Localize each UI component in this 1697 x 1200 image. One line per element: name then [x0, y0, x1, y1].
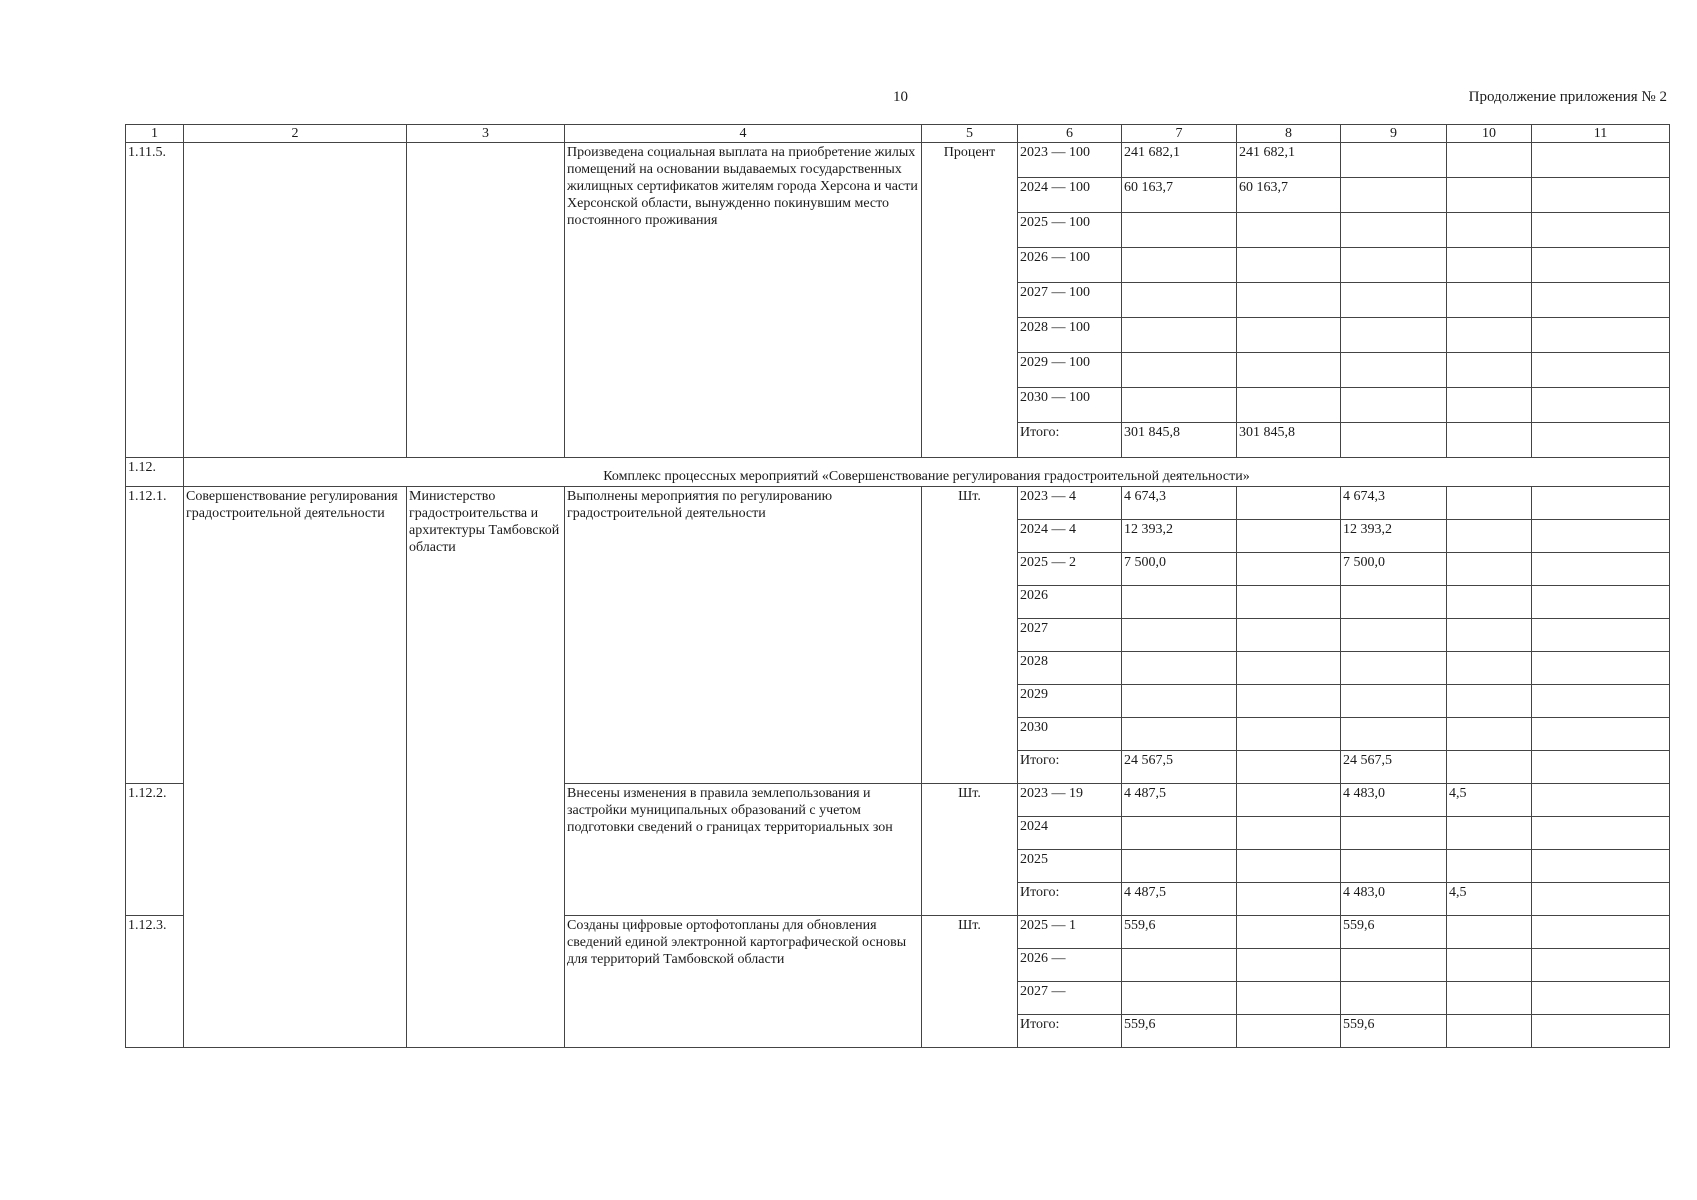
amount-col11-cell — [1532, 619, 1670, 652]
amount-col8-cell — [1237, 850, 1341, 883]
amount-col11-cell — [1532, 520, 1670, 553]
amount-col9-cell: 12 393,2 — [1341, 520, 1447, 553]
amount-col8-cell — [1237, 1015, 1341, 1048]
column-header: 9 — [1341, 125, 1447, 143]
amount-col9-cell — [1341, 817, 1447, 850]
result-description-cell: Внесены изменения в правила землепользования и застройки муниципальных образований с учетом подготовки сведений о границах территориальных зон — [565, 784, 922, 916]
amount-col7-cell: 24 567,5 — [1122, 751, 1237, 784]
amount-col9-cell — [1341, 949, 1447, 982]
amount-col8-cell — [1237, 817, 1341, 850]
year-target-cell: Итого: — [1018, 883, 1122, 916]
amount-col7-cell — [1122, 388, 1237, 423]
amount-col11-cell — [1532, 1015, 1670, 1048]
amount-col7-cell — [1122, 685, 1237, 718]
amount-col9-cell — [1341, 423, 1447, 458]
amount-col9-cell — [1341, 652, 1447, 685]
amount-col8-cell — [1237, 213, 1341, 248]
year-target-cell: 2026 — [1018, 586, 1122, 619]
amount-col11-cell — [1532, 751, 1670, 784]
year-target-cell: 2030 — [1018, 718, 1122, 751]
year-target-cell: 2024 — 4 — [1018, 520, 1122, 553]
amount-col7-cell — [1122, 982, 1237, 1015]
amount-col7-cell — [1122, 586, 1237, 619]
amount-col10-cell — [1447, 318, 1532, 353]
amount-col7-cell: 12 393,2 — [1122, 520, 1237, 553]
year-target-cell: 2024 — 100 — [1018, 178, 1122, 213]
amount-col10-cell — [1447, 850, 1532, 883]
year-target-cell: Итого: — [1018, 751, 1122, 784]
amount-col11-cell — [1532, 423, 1670, 458]
amount-col8-cell — [1237, 685, 1341, 718]
amount-col8-cell — [1237, 718, 1341, 751]
amount-col9-cell — [1341, 178, 1447, 213]
amount-col7-cell — [1122, 850, 1237, 883]
amount-col7-cell: 4 487,5 — [1122, 883, 1237, 916]
amount-col11-cell — [1532, 178, 1670, 213]
year-target-cell: 2030 — 100 — [1018, 388, 1122, 423]
amount-col11-cell — [1532, 553, 1670, 586]
amount-col10-cell — [1447, 283, 1532, 318]
amount-col10-cell — [1447, 718, 1532, 751]
column-header: 2 — [184, 125, 407, 143]
amount-col9-cell — [1341, 718, 1447, 751]
amount-col8-cell — [1237, 751, 1341, 784]
amount-col10-cell — [1447, 423, 1532, 458]
section-row — [126, 458, 1670, 487]
amount-col9-cell — [1341, 850, 1447, 883]
amount-col7-cell: 559,6 — [1122, 1015, 1237, 1048]
unit-cell: Шт. — [922, 487, 1018, 784]
amount-col10-cell — [1447, 817, 1532, 850]
year-target-cell: 2023 — 100 — [1018, 143, 1122, 178]
amount-col8-cell — [1237, 586, 1341, 619]
amount-col11-cell — [1532, 388, 1670, 423]
amount-col7-cell: 7 500,0 — [1122, 553, 1237, 586]
amount-col7-cell: 241 682,1 — [1122, 143, 1237, 178]
amount-col7-cell — [1122, 283, 1237, 318]
amount-col10-cell: 4,5 — [1447, 784, 1532, 817]
amount-col9-cell: 559,6 — [1341, 1015, 1447, 1048]
amount-col7-cell: 4 674,3 — [1122, 487, 1237, 520]
amount-col7-cell — [1122, 949, 1237, 982]
amount-col10-cell — [1447, 586, 1532, 619]
page-number: 10 — [893, 89, 908, 105]
amount-col9-cell: 559,6 — [1341, 916, 1447, 949]
amount-col11-cell — [1532, 949, 1670, 982]
amount-col7-cell — [1122, 213, 1237, 248]
column-number-row — [126, 125, 1670, 143]
amount-col9-cell — [1341, 388, 1447, 423]
item-number-cell: 1.12.3. — [126, 916, 184, 1048]
amount-col8-cell — [1237, 619, 1341, 652]
amount-col10-cell — [1447, 487, 1532, 520]
year-target-cell: 2029 — [1018, 685, 1122, 718]
amount-col11-cell — [1532, 850, 1670, 883]
amount-col8-cell — [1237, 553, 1341, 586]
measure-name-cell: Совершенствование регулирования градостроительной деятельности — [184, 487, 407, 1048]
amount-col10-cell — [1447, 520, 1532, 553]
row-group-1-12 — [126, 487, 1670, 1048]
year-target-cell: 2029 — 100 — [1018, 353, 1122, 388]
amount-col8-cell — [1237, 652, 1341, 685]
amount-col10-cell — [1447, 1015, 1532, 1048]
year-target-cell: 2026 — — [1018, 949, 1122, 982]
year-target-cell: 2025 — [1018, 850, 1122, 883]
amount-col7-cell — [1122, 248, 1237, 283]
column-header: 10 — [1447, 125, 1532, 143]
amount-col7-cell — [1122, 817, 1237, 850]
amount-col8-cell: 301 845,8 — [1237, 423, 1341, 458]
amount-col7-cell: 559,6 — [1122, 916, 1237, 949]
appendix-continuation-note: Продолжение приложения № 2 — [1468, 89, 1667, 105]
section-1-12 — [126, 458, 1670, 487]
amount-col11-cell — [1532, 685, 1670, 718]
amount-col9-cell: 4 483,0 — [1341, 883, 1447, 916]
amount-col11-cell — [1532, 213, 1670, 248]
column-header: 8 — [1237, 125, 1341, 143]
amount-col9-cell — [1341, 685, 1447, 718]
section-title: Комплекс процессных мероприятий «Совершенствование регулирования градостроительной деятельности» — [184, 458, 1670, 487]
year-target-cell: 2025 — 1 — [1018, 916, 1122, 949]
amount-col8-cell: 241 682,1 — [1237, 143, 1341, 178]
result-description-cell: Выполнены мероприятия по регулированию градостроительной деятельности — [565, 487, 922, 784]
amount-col9-cell — [1341, 619, 1447, 652]
amount-col11-cell — [1532, 283, 1670, 318]
unit-cell: Процент — [922, 143, 1018, 458]
amount-col10-cell — [1447, 949, 1532, 982]
amount-col11-cell — [1532, 883, 1670, 916]
amount-col8-cell — [1237, 353, 1341, 388]
year-target-cell: 2027 — — [1018, 982, 1122, 1015]
responsible-executor-cell: Министерство градостроительства и архитектуры Тамбовской области — [407, 487, 565, 1048]
amount-col7-cell — [1122, 619, 1237, 652]
section-number: 1.12. — [126, 458, 184, 487]
amount-col8-cell — [1237, 982, 1341, 1015]
amount-col10-cell — [1447, 619, 1532, 652]
amount-col9-cell: 7 500,0 — [1341, 553, 1447, 586]
item-number-cell: 1.12.2. — [126, 784, 184, 916]
amount-col10-cell: 4,5 — [1447, 883, 1532, 916]
amount-col11-cell — [1532, 817, 1670, 850]
column-header: 4 — [565, 125, 922, 143]
amount-col8-cell — [1237, 283, 1341, 318]
amount-col10-cell — [1447, 982, 1532, 1015]
amount-col9-cell — [1341, 982, 1447, 1015]
amount-col7-cell: 4 487,5 — [1122, 784, 1237, 817]
amount-col11-cell — [1532, 652, 1670, 685]
amount-col10-cell — [1447, 652, 1532, 685]
amount-col8-cell: 60 163,7 — [1237, 178, 1341, 213]
amount-col10-cell — [1447, 248, 1532, 283]
amount-col11-cell — [1532, 784, 1670, 817]
amount-col8-cell — [1237, 883, 1341, 916]
year-target-cell: 2028 — [1018, 652, 1122, 685]
amount-col9-cell — [1341, 586, 1447, 619]
amount-col7-cell — [1122, 353, 1237, 388]
year-target-cell: Итого: — [1018, 423, 1122, 458]
amount-col9-cell — [1341, 353, 1447, 388]
year-target-cell: Итого: — [1018, 1015, 1122, 1048]
amount-col7-cell: 301 845,8 — [1122, 423, 1237, 458]
column-header: 11 — [1532, 125, 1670, 143]
amount-col10-cell — [1447, 685, 1532, 718]
year-target-cell: 2024 — [1018, 817, 1122, 850]
amount-col8-cell — [1237, 388, 1341, 423]
amount-col9-cell: 24 567,5 — [1341, 751, 1447, 784]
item-number-cell: 1.12.1. — [126, 487, 184, 784]
amount-col10-cell — [1447, 353, 1532, 388]
amount-col9-cell — [1341, 318, 1447, 353]
amount-col8-cell — [1237, 949, 1341, 982]
amount-col11-cell — [1532, 353, 1670, 388]
amount-col10-cell — [1447, 143, 1532, 178]
amount-col7-cell — [1122, 318, 1237, 353]
financing-table — [125, 124, 1670, 1048]
year-target-cell: 2026 — 100 — [1018, 248, 1122, 283]
amount-col8-cell — [1237, 520, 1341, 553]
amount-col7-cell: 60 163,7 — [1122, 178, 1237, 213]
amount-col10-cell — [1447, 751, 1532, 784]
table-row — [126, 143, 1670, 178]
amount-col9-cell: 4 674,3 — [1341, 487, 1447, 520]
row-group-1-11-5 — [126, 143, 1670, 458]
amount-col8-cell — [1237, 248, 1341, 283]
amount-col10-cell — [1447, 388, 1532, 423]
year-target-cell: 2025 — 100 — [1018, 213, 1122, 248]
year-target-cell: 2027 — 100 — [1018, 283, 1122, 318]
amount-col7-cell — [1122, 718, 1237, 751]
table-row — [126, 487, 1670, 520]
column-header: 5 — [922, 125, 1018, 143]
amount-col11-cell — [1532, 916, 1670, 949]
amount-col10-cell — [1447, 213, 1532, 248]
amount-col11-cell — [1532, 718, 1670, 751]
amount-col11-cell — [1532, 248, 1670, 283]
year-target-cell: 2028 — 100 — [1018, 318, 1122, 353]
amount-col9-cell — [1341, 283, 1447, 318]
responsible-executor-cell — [407, 143, 565, 458]
item-number-cell: 1.11.5. — [126, 143, 184, 458]
year-target-cell: 2027 — [1018, 619, 1122, 652]
amount-col9-cell — [1341, 248, 1447, 283]
column-header: 6 — [1018, 125, 1122, 143]
amount-col11-cell — [1532, 586, 1670, 619]
amount-col10-cell — [1447, 916, 1532, 949]
result-description-cell: Произведена социальная выплата на приобретение жилых помещений на основании выдаваемых государственных жилищных сертификатов жителям города Херсона и части Херсонской области, вынужденно покинувшим место постоянного проживания — [565, 143, 922, 458]
amount-col10-cell — [1447, 553, 1532, 586]
column-header: 3 — [407, 125, 565, 143]
unit-cell: Шт. — [922, 784, 1018, 916]
amount-col7-cell — [1122, 652, 1237, 685]
amount-col8-cell — [1237, 487, 1341, 520]
amount-col8-cell — [1237, 784, 1341, 817]
year-target-cell: 2025 — 2 — [1018, 553, 1122, 586]
amount-col11-cell — [1532, 982, 1670, 1015]
amount-col11-cell — [1532, 487, 1670, 520]
amount-col9-cell — [1341, 213, 1447, 248]
column-header: 7 — [1122, 125, 1237, 143]
amount-col8-cell — [1237, 916, 1341, 949]
year-target-cell: 2023 — 19 — [1018, 784, 1122, 817]
amount-col8-cell — [1237, 318, 1341, 353]
measure-name-cell — [184, 143, 407, 458]
amount-col9-cell — [1341, 143, 1447, 178]
result-description-cell: Созданы цифровые ортофотопланы для обновления сведений единой электронной картографической основы для территорий Тамбовской области — [565, 916, 922, 1048]
amount-col11-cell — [1532, 318, 1670, 353]
amount-col11-cell — [1532, 143, 1670, 178]
amount-col10-cell — [1447, 178, 1532, 213]
column-header: 1 — [126, 125, 184, 143]
amount-col9-cell: 4 483,0 — [1341, 784, 1447, 817]
year-target-cell: 2023 — 4 — [1018, 487, 1122, 520]
unit-cell: Шт. — [922, 916, 1018, 1048]
